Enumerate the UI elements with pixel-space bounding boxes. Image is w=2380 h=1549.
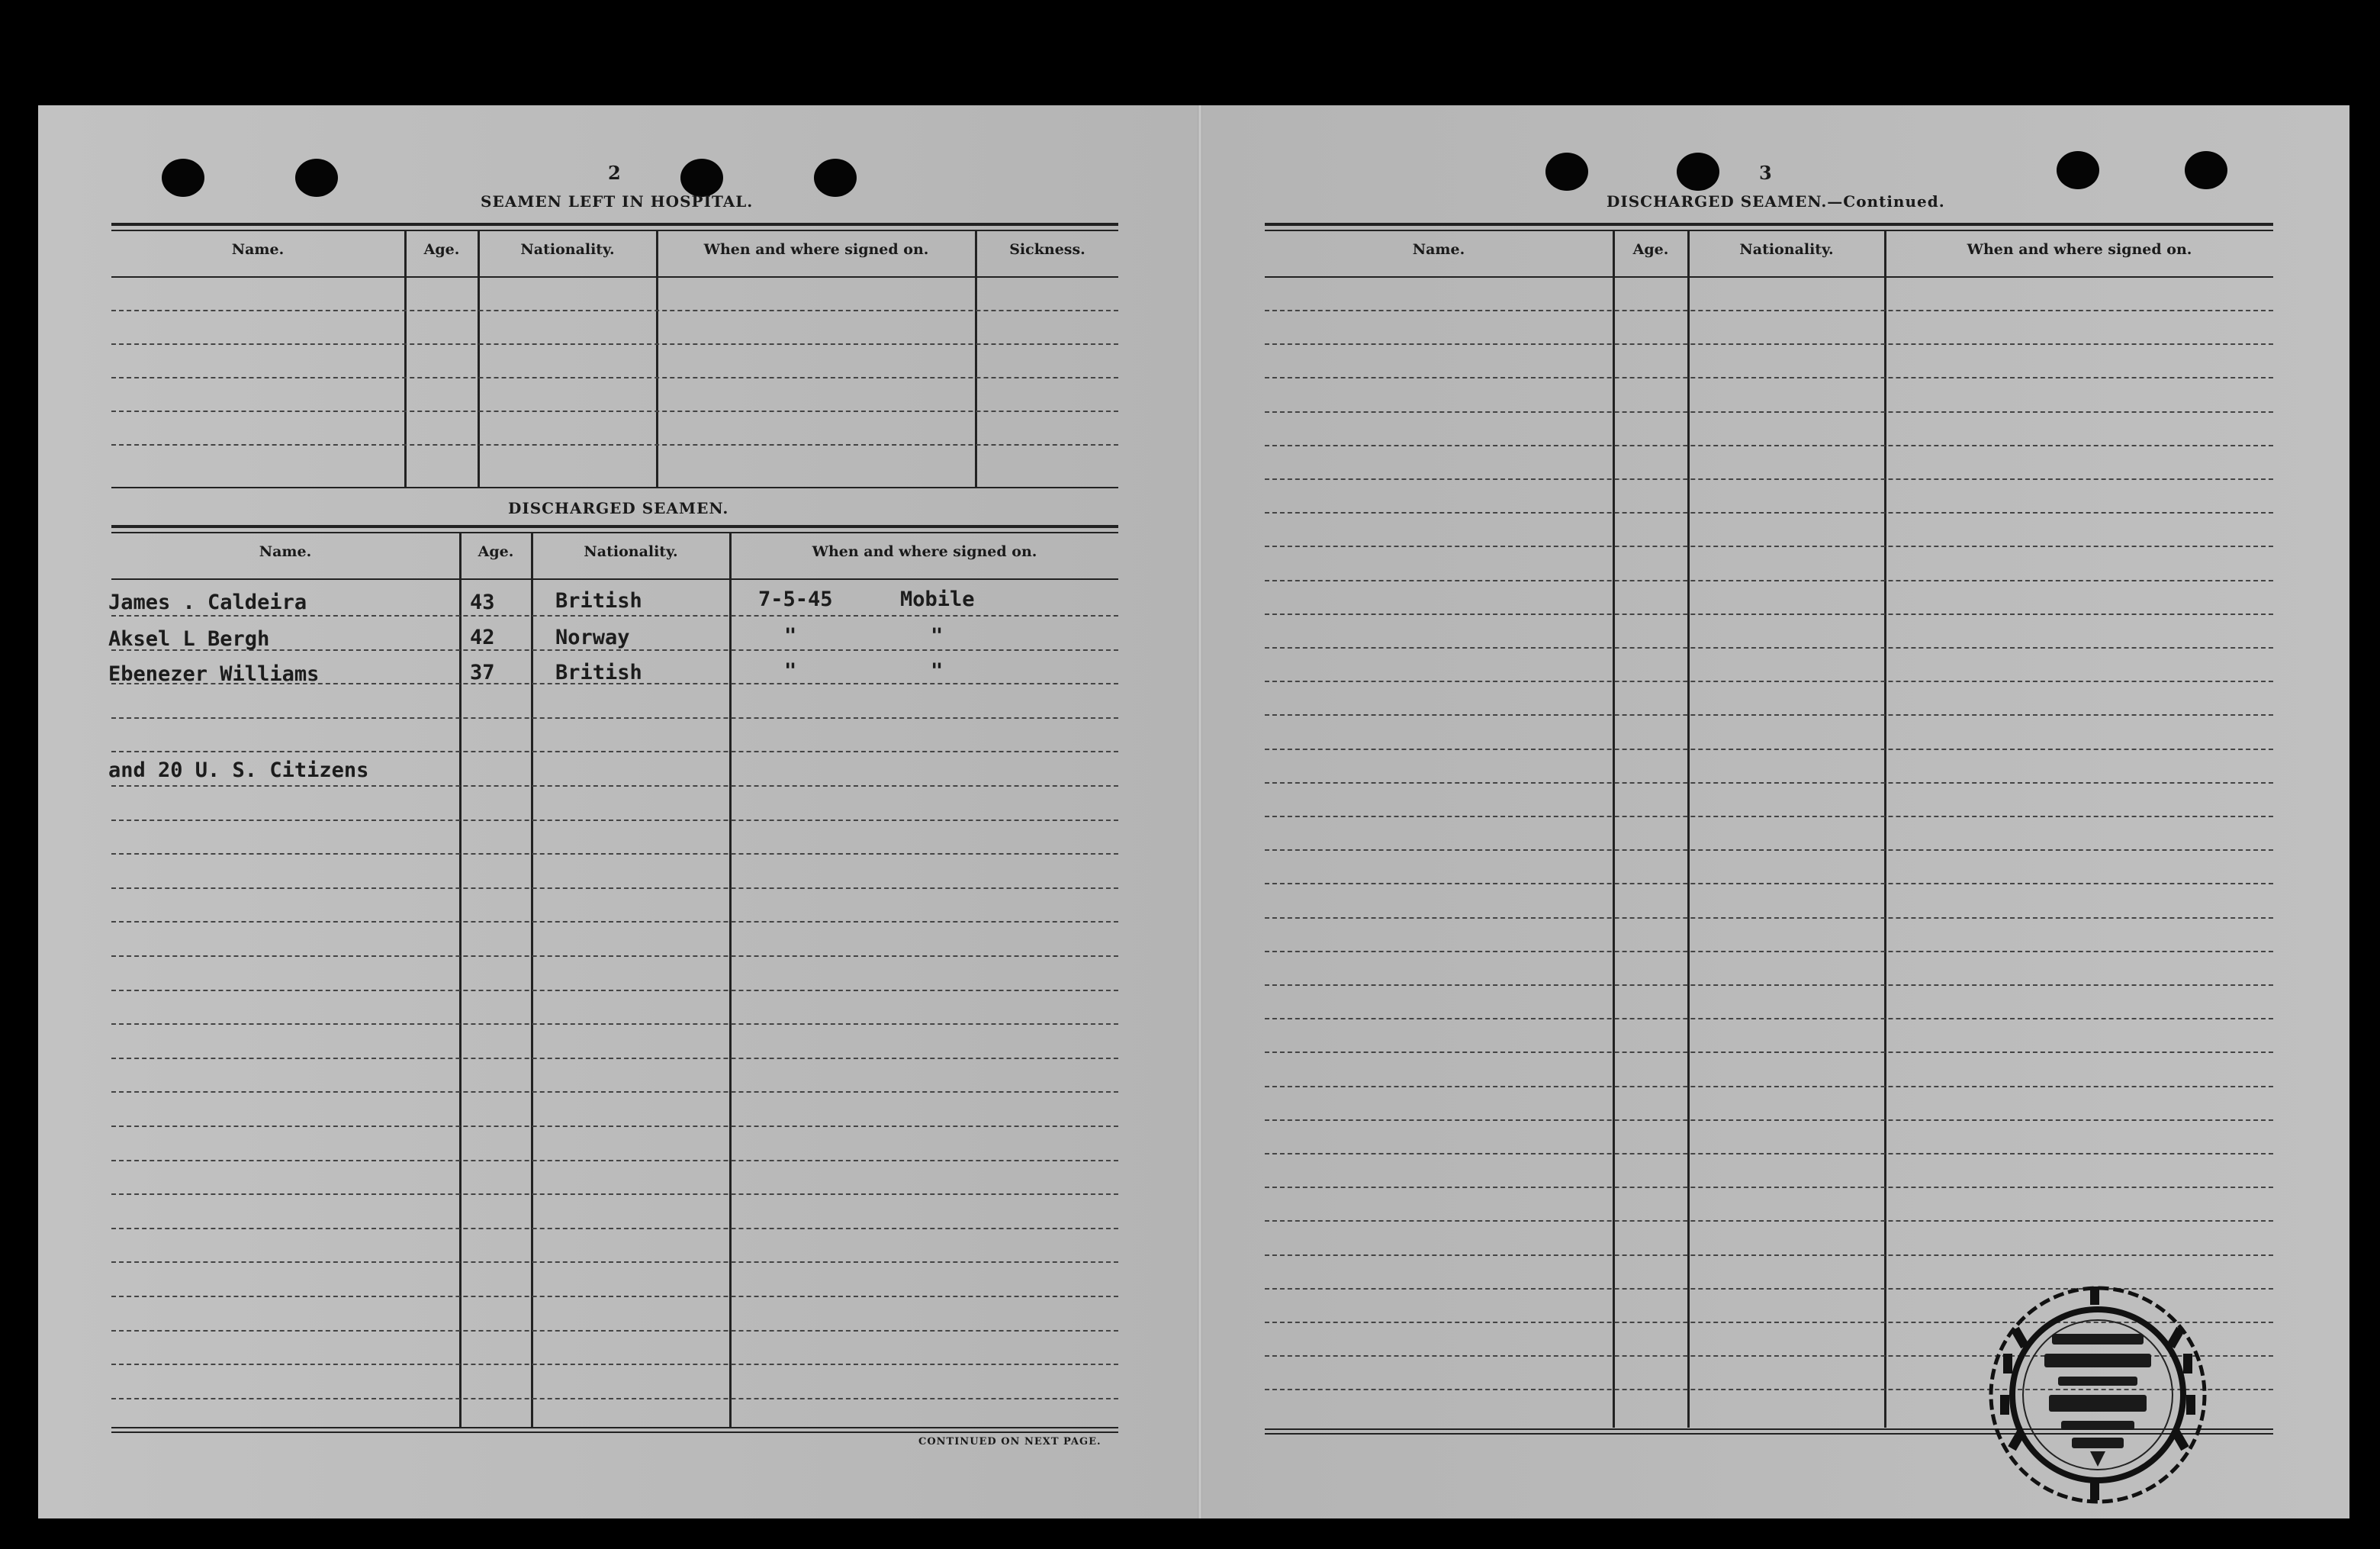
ruled-line bbox=[1265, 445, 2273, 446]
ruled-line bbox=[1265, 512, 2273, 514]
punch-hole bbox=[680, 159, 723, 197]
ruled-line bbox=[1265, 951, 2273, 952]
hospital-col-sickness: Sickness. bbox=[1009, 241, 1085, 258]
right-section-title: DISCHARGED SEAMEN.—Continued. bbox=[1606, 192, 1945, 211]
ruled-line bbox=[1265, 613, 2273, 615]
ruled-line bbox=[111, 1296, 1118, 1297]
ruled-line bbox=[1265, 1187, 2273, 1188]
punch-hole bbox=[2057, 151, 2099, 189]
row-2-name: Aksel L Bergh bbox=[108, 627, 270, 651]
ruled-line bbox=[1265, 647, 2273, 649]
punch-hole bbox=[2185, 151, 2227, 189]
ruled-line bbox=[1265, 1119, 2273, 1121]
row-1-age: 43 bbox=[470, 591, 495, 614]
ruled-line bbox=[111, 1160, 1118, 1161]
discharged-col-signed-on: When and where signed on. bbox=[812, 543, 1037, 560]
row-3-nationality: British bbox=[555, 661, 642, 684]
row-2-age: 42 bbox=[470, 626, 495, 649]
punch-hole bbox=[162, 159, 204, 197]
ruled-line bbox=[1265, 1051, 2273, 1053]
punch-hole bbox=[814, 159, 857, 197]
discharged-col-age: Age. bbox=[478, 543, 514, 560]
ruled-line bbox=[1265, 984, 2273, 986]
citizens-note: and 20 U. S. Citizens bbox=[108, 758, 369, 782]
ruled-line bbox=[111, 853, 1118, 855]
ruled-line bbox=[1265, 1086, 2273, 1087]
right-col-name: Name. bbox=[1412, 241, 1465, 258]
punch-hole bbox=[295, 159, 338, 197]
discharged-col-nationality: Nationality. bbox=[584, 543, 678, 560]
right-col-signed-on: When and where signed on. bbox=[1967, 241, 2192, 258]
ruled-line bbox=[111, 1261, 1118, 1263]
right-col-age: Age. bbox=[1632, 241, 1669, 258]
postmark-stamp bbox=[1976, 1280, 2220, 1509]
ruled-line bbox=[1265, 546, 2273, 547]
row-3-place: " bbox=[931, 659, 944, 683]
ruled-line bbox=[111, 717, 1118, 719]
punch-hole bbox=[1677, 153, 1719, 191]
ruled-line bbox=[111, 921, 1118, 923]
ruled-line bbox=[1265, 749, 2273, 750]
row-3-date: " bbox=[784, 659, 797, 683]
page-fold bbox=[1198, 105, 1202, 1518]
ruled-line bbox=[1265, 816, 2273, 817]
continued-footer: CONTINUED ON NEXT PAGE. bbox=[918, 1436, 1102, 1448]
ruled-line bbox=[1265, 917, 2273, 919]
row-2-nationality: Norway bbox=[555, 626, 630, 649]
row-2-place: " bbox=[931, 624, 944, 648]
ruled-line bbox=[1265, 478, 2273, 480]
ruled-line bbox=[111, 785, 1118, 787]
ruled-line bbox=[111, 1364, 1118, 1365]
row-3-name: Ebenezer Williams bbox=[108, 662, 320, 686]
hospital-col-age: Age. bbox=[423, 241, 460, 258]
hospital-section-title: SEAMEN LEFT IN HOSPITAL. bbox=[481, 192, 754, 211]
row-1-nationality: British bbox=[555, 589, 642, 613]
row-1-name: James . Caldeira bbox=[108, 591, 307, 614]
ruled-line bbox=[1265, 377, 2273, 378]
ruled-line bbox=[111, 1126, 1118, 1127]
ruled-line bbox=[1265, 883, 2273, 884]
ruled-line bbox=[1265, 714, 2273, 716]
ruled-line bbox=[111, 751, 1118, 752]
ruled-line bbox=[1265, 1153, 2273, 1155]
ruled-line bbox=[1265, 849, 2273, 851]
ruled-line bbox=[111, 955, 1118, 957]
row-3-age: 37 bbox=[470, 661, 495, 684]
ruled-line bbox=[111, 1228, 1118, 1229]
ruled-line bbox=[111, 820, 1118, 821]
ruled-line bbox=[111, 990, 1118, 991]
ruled-line bbox=[1265, 782, 2273, 784]
ruled-line bbox=[1265, 1220, 2273, 1222]
hospital-col-signed-on: When and where signed on. bbox=[703, 241, 929, 258]
right-col-nationality: Nationality. bbox=[1739, 241, 1834, 258]
ruled-line bbox=[1265, 343, 2273, 345]
ruled-line bbox=[111, 1023, 1118, 1025]
ruled-line bbox=[111, 1193, 1118, 1195]
row-1-date: 7-5-45 bbox=[758, 588, 833, 611]
row-2-date: " bbox=[784, 624, 797, 648]
row-1-place: Mobile bbox=[900, 588, 975, 611]
ruled-line bbox=[111, 1398, 1118, 1399]
hospital-col-name: Name. bbox=[231, 241, 285, 258]
ruled-line bbox=[1265, 580, 2273, 581]
ruled-line bbox=[1265, 411, 2273, 413]
ruled-line bbox=[111, 1058, 1118, 1059]
ruled-line bbox=[111, 1330, 1118, 1332]
punch-hole bbox=[1545, 153, 1588, 191]
hospital-col-nationality: Nationality. bbox=[520, 241, 615, 258]
left-page-number: 2 bbox=[608, 162, 621, 184]
ruled-line bbox=[1265, 1254, 2273, 1256]
ruled-line bbox=[111, 615, 1118, 617]
ruled-line bbox=[111, 1091, 1118, 1093]
ruled-line bbox=[111, 887, 1118, 889]
right-page-number: 3 bbox=[1759, 162, 1772, 184]
discharged-section-title: DISCHARGED SEAMEN. bbox=[508, 499, 729, 517]
discharged-col-name: Name. bbox=[259, 543, 312, 560]
ruled-line bbox=[1265, 310, 2273, 311]
ruled-line bbox=[1265, 681, 2273, 682]
stamp-graphic bbox=[1976, 1280, 2220, 1509]
ruled-line bbox=[1265, 1018, 2273, 1019]
